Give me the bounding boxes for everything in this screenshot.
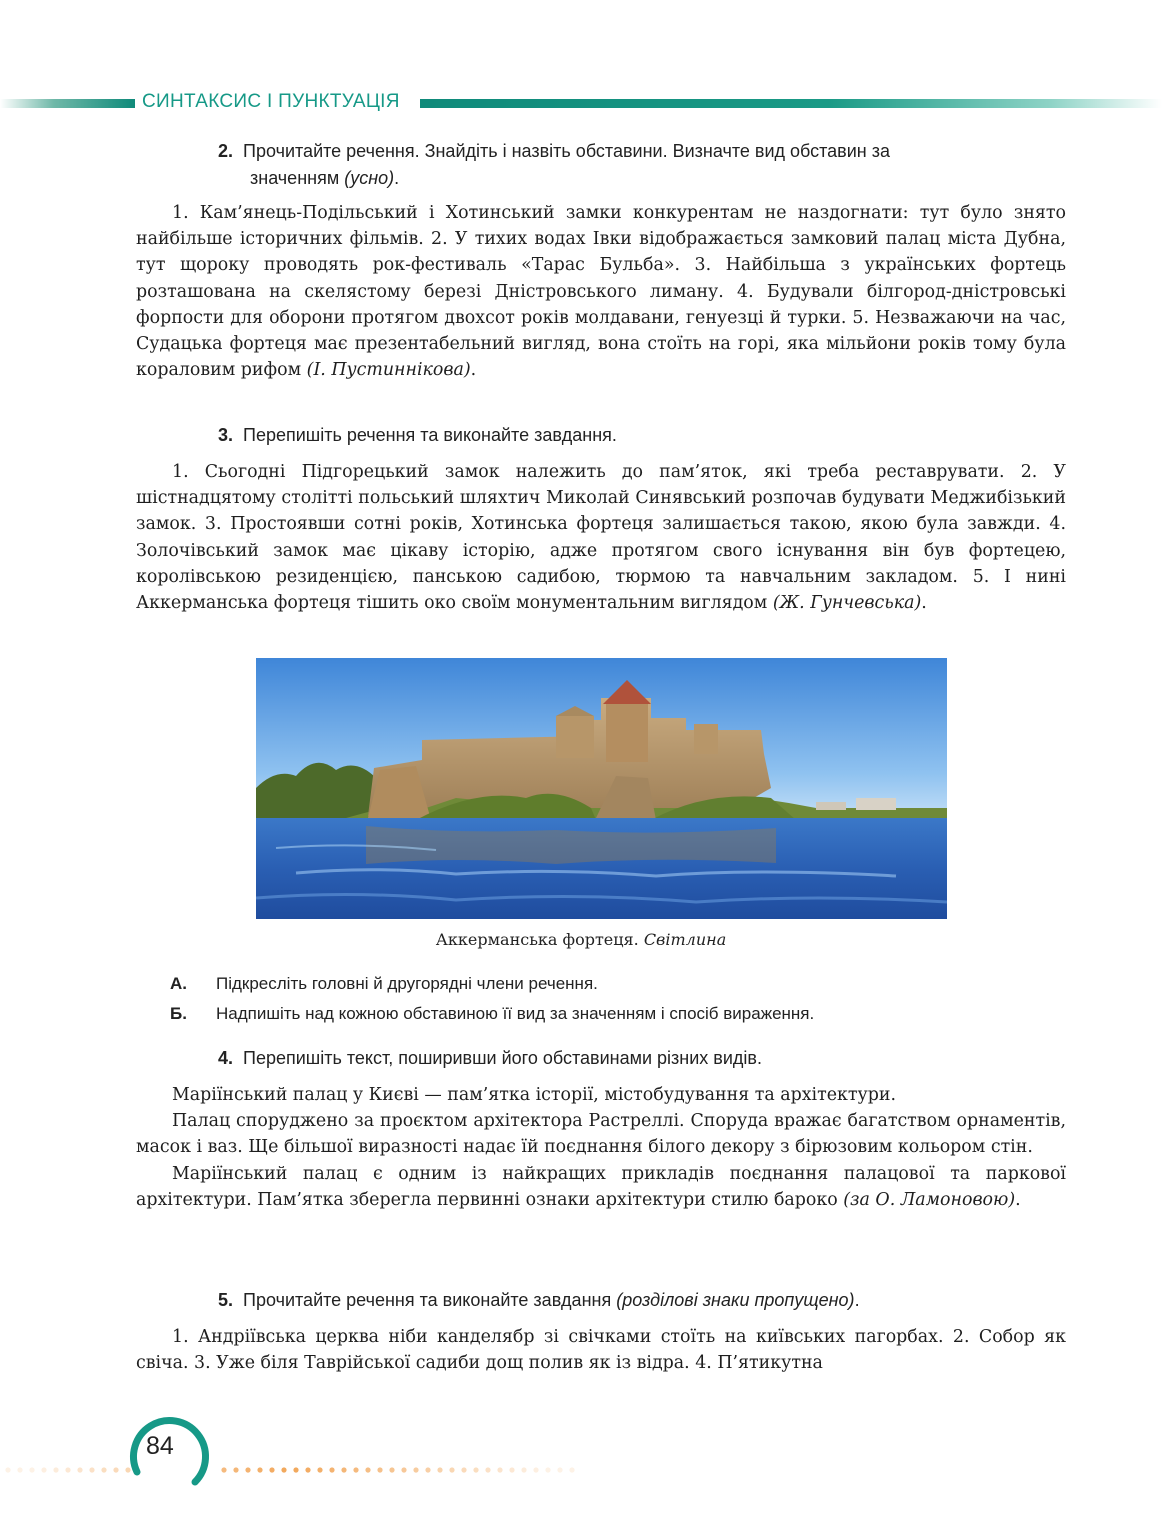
decorative-dot xyxy=(341,1467,346,1472)
task-text: Перепишіть речення та виконайте завдання. xyxy=(243,425,617,445)
subtask-a xyxy=(170,974,598,994)
decorative-dot xyxy=(533,1467,538,1472)
sentences-text: 1. Кам’янець-Подільський і Хотинський замки конкурентам не наздогнати: тут було знято найбільше історичних фільмів. 2. У тихих водах Івки відображається замковий палац міста Дубна, тут щороку проводять рок-фестиваль «Тарас Бульба». 3. Найбільша з українських фортець розташована на скелястому березі Дністровського лиману. 4. Будували білгород-дністровські форпости для оборони протягом двохсот років молдавани, генуезці й турки. 5. Незважаючи на час, Судацька фортеця має презентабельний вигляд, вона стоїть на горі, яка мільйони років тому була кораловим рифом xyxy=(136,203,1066,381)
decorative-dot xyxy=(389,1467,394,1472)
decorative-dot xyxy=(65,1467,70,1472)
decorative-dot xyxy=(509,1467,514,1472)
task-4-instruction xyxy=(218,1045,762,1072)
author-attribution: (за О. Ламоновою) xyxy=(843,1189,1016,1210)
task-3-sentences xyxy=(136,459,1066,616)
decorative-dot xyxy=(293,1467,298,1472)
decorative-dot xyxy=(101,1467,106,1472)
task-text: Прочитайте речення. Знайдіть і назвіть обставини. Визначте вид обставин за xyxy=(243,141,891,161)
decorative-dot xyxy=(17,1467,22,1472)
task-number: 3. xyxy=(218,425,234,445)
decorative-dot xyxy=(77,1467,82,1472)
sentences-text: 1. Сьогодні Підгорецький замок належить до пам’яток, які треба реставрувати. 2. У шістнадцятому столітті польський шляхтич Миколай Синявський розпочав будувати Меджибізький замок. 3. Простоявши сотні років, Хотинська фортеця залишається такою, якою була завжди. 4. Золочівський замок має цікаву історію, адже протягом свого існування він був фортецею, королівською резиденцією, панською садибою, тюрмою та навчальним закладом. 5. І нині Аккерманська фортеця тішить око своїм монументальним виглядом xyxy=(136,462,1066,614)
task-2-sentences xyxy=(136,200,1066,383)
fortress-photo xyxy=(256,658,947,919)
decorative-dot xyxy=(425,1467,430,1472)
task-end: . xyxy=(854,1290,860,1310)
decorative-dot xyxy=(545,1467,550,1472)
task-5-sentences xyxy=(136,1324,1066,1376)
author-attribution: (І. Пустиннікова) xyxy=(306,360,471,381)
page-number: 84 xyxy=(146,1432,174,1460)
decorative-dot xyxy=(125,1467,130,1472)
decorative-dot xyxy=(5,1467,10,1472)
decorative-dots xyxy=(0,1462,600,1472)
author-attribution: (Ж. Гунчевська) xyxy=(772,593,922,614)
task-4-text xyxy=(136,1082,1066,1213)
task-3-instruction xyxy=(218,422,617,449)
decorative-dot xyxy=(305,1467,310,1472)
decorative-dot xyxy=(329,1467,334,1472)
decorative-dot xyxy=(401,1467,406,1472)
decorative-dot xyxy=(461,1467,466,1472)
task-number: 4. xyxy=(218,1048,234,1068)
task-2-instruction xyxy=(218,138,890,192)
caption-note: Світлина xyxy=(643,930,727,949)
section-title: СИНТАКСИС І ПУНКТУАЦІЯ xyxy=(142,91,400,112)
decorative-dot xyxy=(257,1467,262,1472)
decorative-dot xyxy=(557,1467,562,1472)
task-note: (усно) xyxy=(344,168,395,188)
decorative-dot xyxy=(281,1467,286,1472)
decorative-dot xyxy=(485,1467,490,1472)
sentence-end: . xyxy=(921,593,927,614)
decorative-dot xyxy=(365,1467,370,1472)
decorative-dot xyxy=(245,1467,250,1472)
header-bar-left xyxy=(0,99,135,108)
subtask-letter: Б. xyxy=(170,1004,187,1023)
sentence-end: . xyxy=(470,360,477,381)
decorative-dot xyxy=(377,1467,382,1472)
header-bar-right xyxy=(420,99,1162,108)
decorative-dot xyxy=(269,1467,274,1472)
decorative-dot xyxy=(89,1467,94,1472)
task-number: 5. xyxy=(218,1290,234,1310)
sentences-text: 1. Андріївська церква ніби канделябр зі свічками стоїть на київських пагорбах. 2. Собор як свіча. 3. Уже біля Таврійської садиби дощ полив як із відра. 4. П’ятикутна xyxy=(136,1327,1066,1374)
section-header xyxy=(0,91,1162,118)
paragraph-2: Палац споруджено за проєктом архітектора Растреллі. Споруда вражає багатством орнаментів, масок і ваз. Ще більшої виразності надає їй поєднання білого декору з бірюзовим кольором стін. xyxy=(136,1111,1066,1158)
decorative-dot xyxy=(473,1467,478,1472)
decorative-dot xyxy=(521,1467,526,1472)
photo-caption xyxy=(0,930,1162,949)
task-text: Перепишіть текст, поширивши його обставинами різних видів. xyxy=(243,1048,762,1068)
task-note: (розділові знаки пропущено) xyxy=(616,1290,855,1310)
decorative-dot xyxy=(569,1467,574,1472)
decorative-dot xyxy=(413,1467,418,1472)
decorative-dot xyxy=(497,1467,502,1472)
decorative-dot xyxy=(437,1467,442,1472)
caption-text: Аккерманська фортеця. xyxy=(435,930,644,949)
task-number: 2. xyxy=(218,141,234,161)
decorative-dot xyxy=(53,1467,58,1472)
subtask-text: Надпишіть над кожною обставиною її вид за значенням і спосіб вираження. xyxy=(216,1004,815,1023)
decorative-dot xyxy=(221,1467,226,1472)
decorative-dot xyxy=(41,1467,46,1472)
paragraph-1: Маріїнський палац у Києві — пам’ятка історії, містобудування та архітектури. xyxy=(172,1085,896,1105)
sentence-end: . xyxy=(1015,1189,1021,1210)
subtask-b xyxy=(170,1004,814,1024)
task-end: . xyxy=(394,168,400,188)
decorative-dot xyxy=(449,1467,454,1472)
subtask-letter: А. xyxy=(170,974,187,993)
decorative-dot xyxy=(317,1467,322,1472)
decorative-dot xyxy=(353,1467,358,1472)
decorative-dot xyxy=(113,1467,118,1472)
task-text-cont: значенням xyxy=(250,168,345,188)
decorative-dot xyxy=(233,1467,238,1472)
subtask-text: Підкресліть головні й другорядні члени речення. xyxy=(216,974,598,993)
decorative-dot xyxy=(29,1467,34,1472)
paragraph-3: Маріїнський палац є одним із найкращих прикладів поєднання палацової та паркової архітектури. Пам’ятка зберегла первинні ознаки архітектури стилю бароко xyxy=(136,1163,1066,1210)
task-text: Прочитайте речення та виконайте завдання xyxy=(243,1290,617,1310)
task-5-instruction xyxy=(218,1287,860,1314)
